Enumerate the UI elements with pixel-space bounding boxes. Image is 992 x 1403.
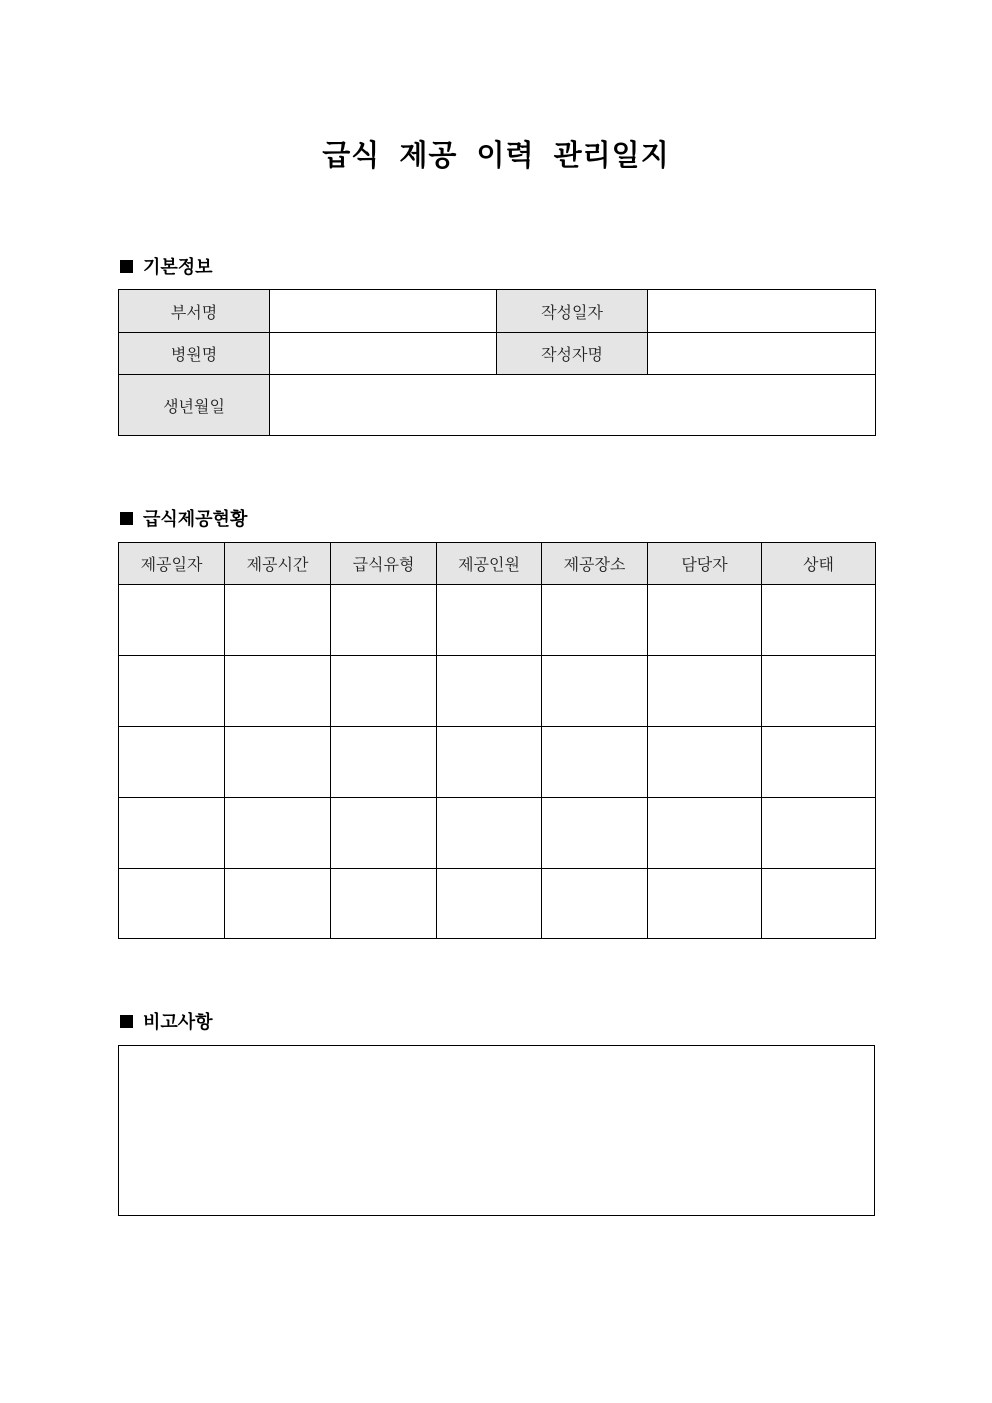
birth-value-cell[interactable]: [270, 375, 876, 436]
table-cell[interactable]: [762, 656, 876, 727]
dept-label: 부서명: [119, 290, 270, 333]
writer-label: 작성자명: [497, 333, 648, 375]
section-heading-remarks: [120, 1008, 213, 1034]
column-header: 급식유형: [331, 543, 437, 585]
column-header: 제공장소: [542, 543, 648, 585]
section-heading-meal-status: [120, 505, 247, 531]
meal-status-table: [118, 542, 876, 939]
table-cell[interactable]: [331, 869, 437, 939]
table-cell[interactable]: [331, 656, 437, 727]
write-date-label: 작성일자: [497, 290, 648, 333]
hospital-value-cell[interactable]: [270, 333, 497, 375]
table-cell[interactable]: [225, 585, 331, 656]
dept-value-cell[interactable]: [270, 290, 497, 333]
table-cell[interactable]: [762, 798, 876, 869]
table-cell[interactable]: [225, 656, 331, 727]
remarks-box[interactable]: [118, 1045, 875, 1216]
basic-info-table: [118, 289, 876, 436]
birth-label: 생년월일: [119, 375, 270, 436]
table-row: [119, 656, 876, 727]
table-cell[interactable]: [648, 869, 762, 939]
column-header: 제공인원: [437, 543, 542, 585]
table-row: [119, 869, 876, 939]
table-cell[interactable]: [542, 656, 648, 727]
table-cell[interactable]: [648, 585, 762, 656]
table-cell[interactable]: [542, 727, 648, 798]
column-header: 담당자: [648, 543, 762, 585]
table-cell[interactable]: [437, 798, 542, 869]
table-cell[interactable]: [225, 798, 331, 869]
table-cell[interactable]: [119, 656, 225, 727]
table-cell[interactable]: [225, 727, 331, 798]
table-cell[interactable]: [762, 869, 876, 939]
table-cell[interactable]: [542, 798, 648, 869]
column-header: 상태: [762, 543, 876, 585]
table-cell[interactable]: [119, 585, 225, 656]
section-heading-label: 비고사항: [143, 1012, 213, 1033]
square-bullet-icon: [120, 1015, 133, 1028]
column-header: 제공시간: [225, 543, 331, 585]
square-bullet-icon: [120, 512, 133, 525]
section-heading-label: 기본정보: [143, 257, 213, 278]
table-cell[interactable]: [119, 727, 225, 798]
table-cell[interactable]: [437, 869, 542, 939]
table-cell[interactable]: [648, 656, 762, 727]
table-row: [119, 798, 876, 869]
table-cell[interactable]: [437, 656, 542, 727]
table-cell[interactable]: [119, 798, 225, 869]
table-cell[interactable]: [225, 869, 331, 939]
table-cell[interactable]: [648, 798, 762, 869]
table-cell[interactable]: [331, 798, 437, 869]
page-title: 급식 제공 이력 관리일지: [322, 138, 670, 172]
table-cell[interactable]: [437, 727, 542, 798]
table-cell[interactable]: [331, 727, 437, 798]
column-header: 제공일자: [119, 543, 225, 585]
table-cell[interactable]: [437, 585, 542, 656]
table-row: [119, 585, 876, 656]
table-cell[interactable]: [119, 869, 225, 939]
section-heading-label: 급식제공현황: [143, 509, 248, 530]
table-cell[interactable]: [648, 727, 762, 798]
square-bullet-icon: [120, 260, 133, 273]
table-cell[interactable]: [762, 727, 876, 798]
table-cell[interactable]: [331, 585, 437, 656]
table-cell[interactable]: [762, 585, 876, 656]
write-date-value-cell[interactable]: [648, 290, 876, 333]
table-cell[interactable]: [542, 585, 648, 656]
hospital-label: 병원명: [119, 333, 270, 375]
writer-value-cell[interactable]: [648, 333, 876, 375]
section-heading-basic-info: [120, 253, 213, 279]
table-row: [119, 727, 876, 798]
table-cell[interactable]: [542, 869, 648, 939]
